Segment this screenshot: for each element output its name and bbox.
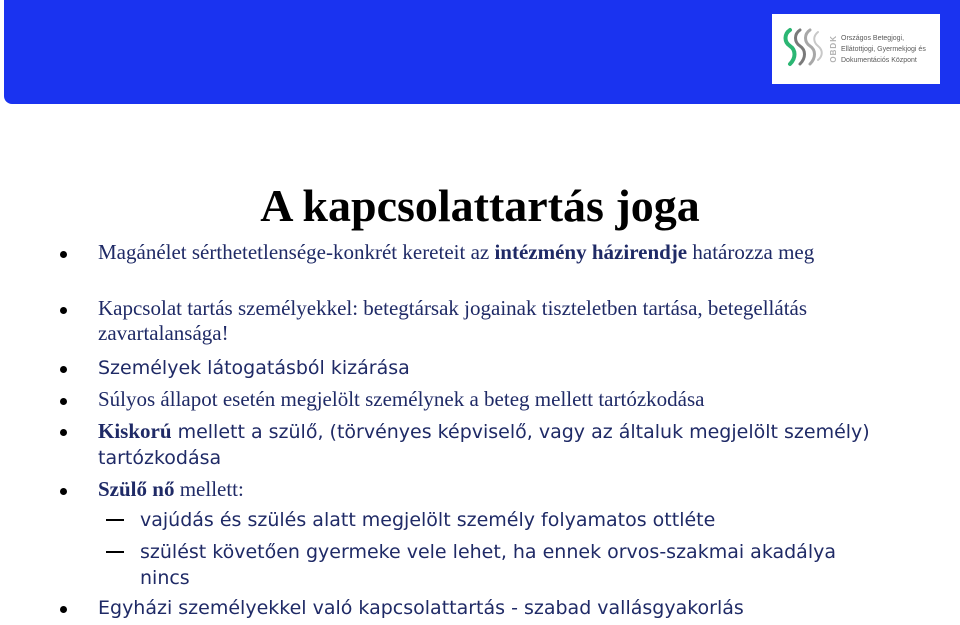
item-text: Személyek látogatásból kizárása: [98, 357, 410, 379]
bullet-dot-icon: [60, 366, 67, 373]
bullet-dot-icon: [60, 429, 67, 436]
item-bold-text: Kiskorú: [98, 419, 172, 443]
bullet-dot-icon: [60, 488, 67, 495]
sub-item-after-birth: [140, 539, 860, 591]
bullet-dot-icon: [60, 398, 67, 405]
item-text: Egyházi személyekkel való kapcsolattartás - szabad vallásgyakorlás: [98, 597, 744, 619]
item-text: Súlyos állapot esetén megjelölt személynek a beteg mellett tartózkodása: [98, 387, 705, 411]
logo-acronym: OBDK: [829, 35, 838, 63]
item-text-end: határozza meg: [687, 240, 815, 264]
bullet-dot-icon: [60, 606, 67, 613]
sub-item-labor: [140, 507, 860, 533]
item-text-end: mellett:: [174, 477, 244, 501]
item-bold-text: intézmény házirendje: [494, 240, 688, 264]
dash-icon: [106, 551, 124, 553]
logo-line-1: Országos Betegjogi,: [841, 34, 905, 42]
logo-line-3: Dokumentációs Központ: [841, 56, 917, 64]
bullet-item-exclusion: [98, 355, 898, 381]
bullet-item-religion: [98, 595, 898, 621]
bullet-dot-icon: [60, 251, 67, 258]
bullet-item-minor: [98, 418, 898, 471]
bullet-item-mother: [98, 477, 898, 502]
bullet-item-contact: [98, 296, 898, 346]
item-bold-text: Szülő nő: [98, 477, 175, 501]
dash-icon: [106, 519, 124, 521]
bullet-dot-icon: [60, 307, 67, 314]
item-text: Magánélet sérthetetlensége-konkrét kereteit az: [98, 240, 495, 264]
bullet-item-severe-condition: [98, 387, 898, 412]
item-text: vajúdás és szülés alatt megjelölt személy folyamatos ottléte: [140, 509, 716, 531]
bullet-item-privacy: [98, 240, 898, 265]
slide-title: A kapcsolattartás joga: [260, 180, 700, 231]
item-text: szülést követően gyermeke vele lehet, ha ennek orvos-szakmai akadálya nincs: [140, 541, 836, 589]
logo-line-2: Ellátottjogi, Gyermekjogi és: [841, 45, 926, 53]
item-text: Kapcsolat tartás személyekkel: betegtársak jogainak tiszteletben tartása, betegellátás zavartalansága!: [98, 296, 808, 345]
item-text-end: mellett a szülő, (törvényes képviselő, vagy az általuk megjelölt személy) tartózkodása: [98, 421, 870, 469]
